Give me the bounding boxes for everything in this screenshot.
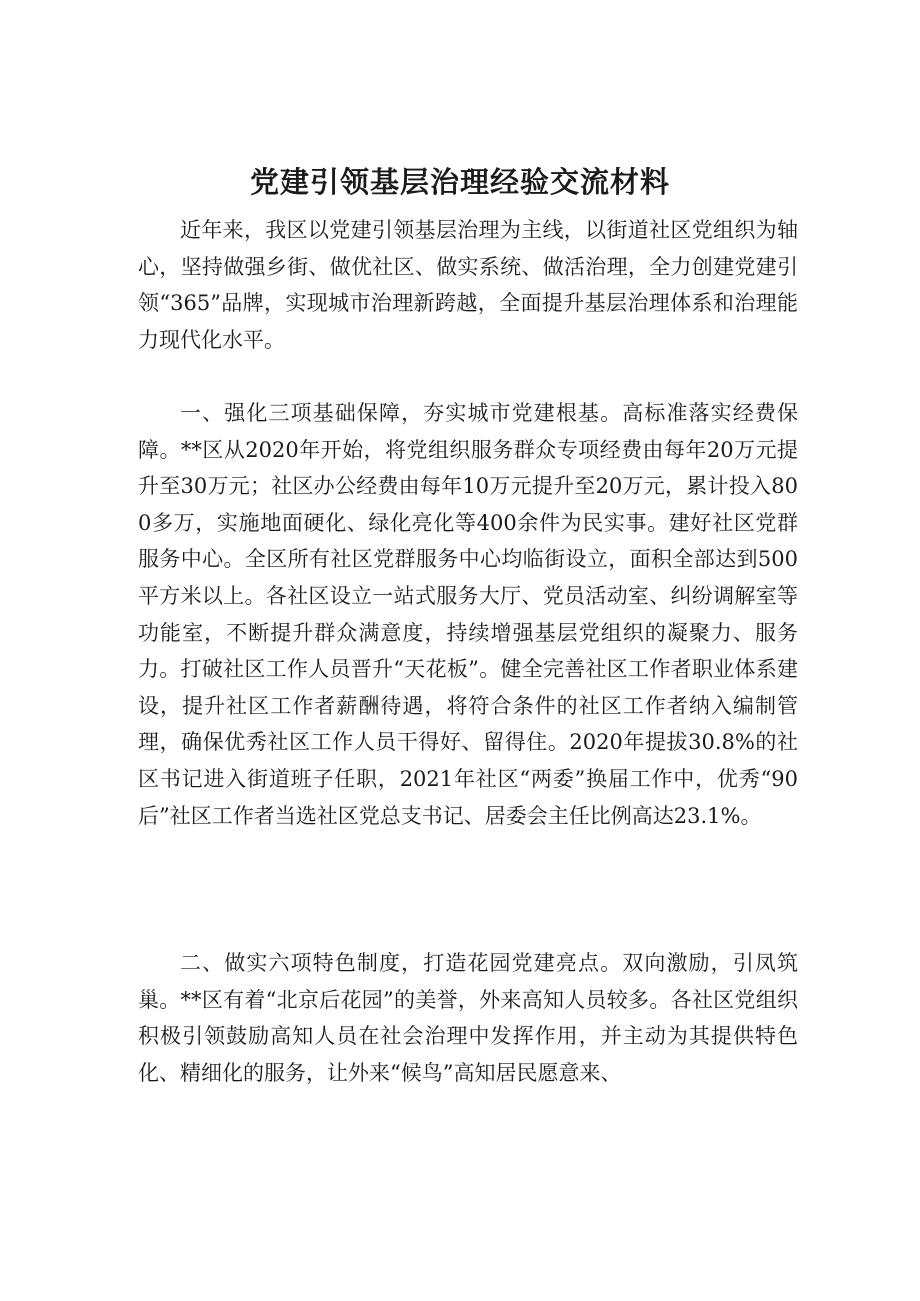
paragraph-intro: 近年来，我区以党建引领基层治理为主线，以街道社区党组织为轴心，坚持做强乡街、做优社区、做实系统、做活治理，全力创建党建引领“365”品牌，实现城市治理新跨越，全面提升基层治理体系和治理能力现代化水平。	[138, 218, 798, 352]
paragraph-section-two: 二、做实六项特色制度，打造花园党建亮点。双向激励，引凤筑巢。**区有着“北京后花园”的美誉，外来高知人员较多。各社区党组织积极引领鼓励高知人员在社会治理中发挥作用，并主动为其提供特色化、精细化的服务，让外来“候鸟”高知居民愿意来、	[138, 951, 798, 1085]
paragraph-section-one: 一、强化三项基础保障，夯实城市党建根基。高标准落实经费保障。**区从2020年开始，将党组织服务群众专项经费由每年20万元提升至30万元；社区办公经费由每年10万元提升至20万元，累计投入800多万，实施地面硬化、绿化亮化等400余件为民实事。建好社区党群服务中心。全区所有社区党群服务中心均临街设立，面积全部达到500平方米以上。各社区设立一站式服务大厅、党员活动室、纠纷调解室等功能室，不断提升群众满意度，持续增强基层党组织的凝聚力、服务力。打破社区工作人员晋升“天花板”。健全完善社区工作者职业体系建设，提升社区工作者薪酬待遇，将符合条件的社区工作者纳入编制管理，确保优秀社区工作人员干得好、留得住。2020年提拔30.8%的社区书记进入街道班子任职，2021年社区“两委”换届工作中，优秀“90后”社区工作者当选社区党总支书记、居委会主任比例高达23.1%。	[138, 401, 798, 828]
document-title: 党建引领基层治理经验交流材料	[249, 165, 670, 199]
